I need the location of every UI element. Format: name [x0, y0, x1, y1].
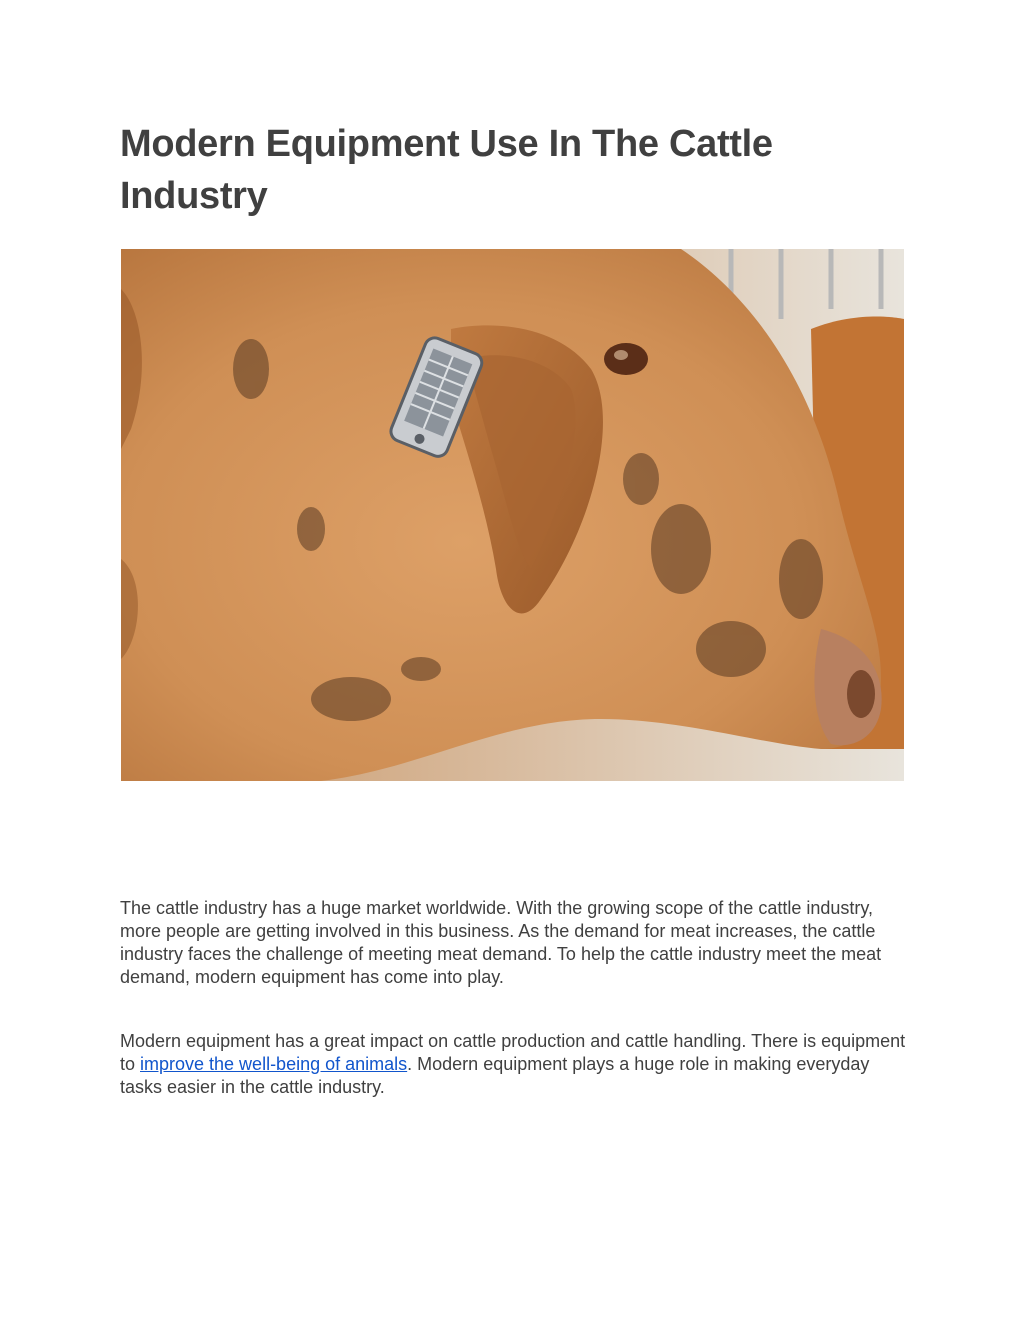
cattle-photo-illustration	[121, 249, 904, 781]
intro-paragraph: The cattle industry has a huge market worldwide. With the growing scope of the cattle industry, more people are getting involved in this business. As the demand for meat increases, the cattle industry faces the challenge of meeting meat demand. To help the cattle industry meet the meat demand, modern equipment has come into play.	[120, 898, 882, 987]
paragraph-text-start: Modern equipment has a great impact on cattle production and cattle handling. There is equipment to	[120, 1031, 906, 1074]
paragraph-text-end: . Modern equipment plays a huge role in making everyday tasks easier in the cattle industry.	[120, 1054, 870, 1097]
page-title: Modern Equipment Use In The Cattle Industry	[120, 123, 773, 217]
equipment-paragraph	[120, 1030, 910, 1099]
hero-image	[121, 249, 904, 781]
well-being-link[interactable]: improve the well-being of animals	[140, 1054, 408, 1074]
